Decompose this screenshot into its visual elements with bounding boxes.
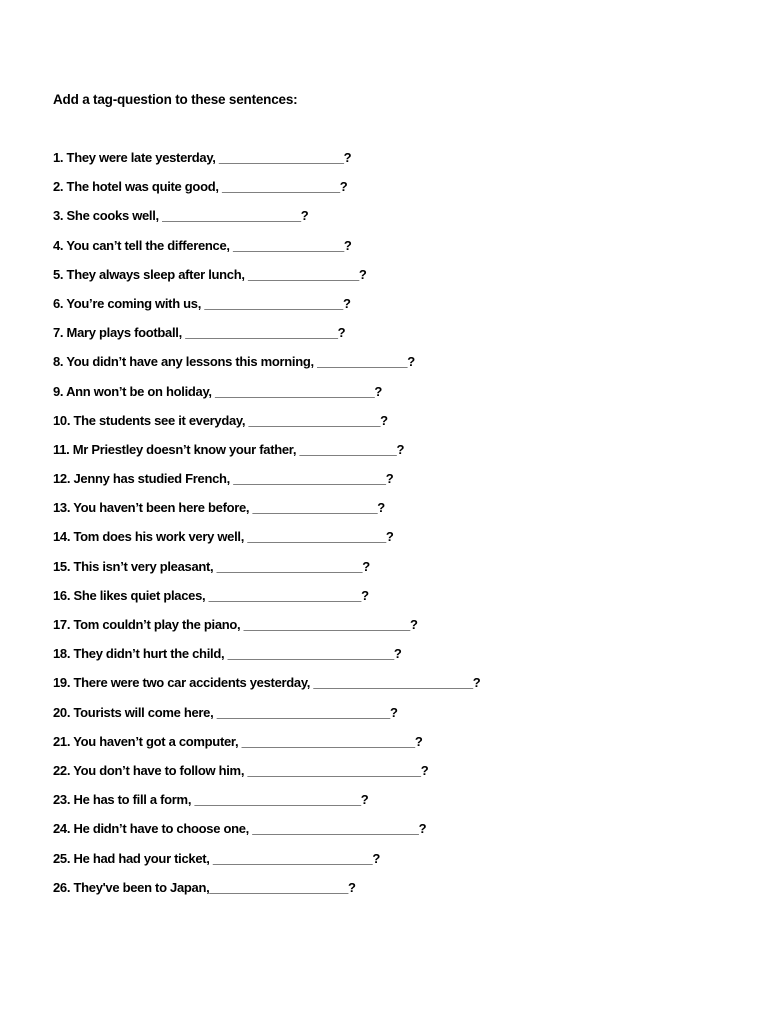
exercise-item: 25. He had had your ticket, _______________________?	[53, 850, 380, 866]
exercise-item: 1. They were late yesterday, __________________?	[53, 150, 352, 165]
exercise-item: 15. This isn’t very pleasant, _____________________?	[53, 558, 370, 574]
exercise-item: 19. There were two car accidents yesterday, _______________________?	[53, 675, 481, 691]
exercise-item: 22. You don’t have to follow him, _________________________?	[53, 762, 429, 778]
exercise-item: 6. You’re coming with us, ____________________?	[53, 295, 351, 311]
exercise-item: 8. You didn’t have any lessons this morning, _____________?	[53, 354, 415, 370]
exercise-item: 7. Mary plays football, ______________________?	[53, 325, 346, 341]
exercise-item: 24. He didn’t have to choose one, ________________________?	[53, 821, 427, 837]
exercise-item: 14. Tom does his work very well, ____________________?	[53, 529, 394, 545]
instruction-heading: Add a tag-question to these sentences:	[53, 92, 298, 107]
exercise-item: 12. Jenny has studied French, ______________________?	[53, 471, 394, 487]
exercise-item: 23. He has to fill a form, ________________________?	[53, 792, 369, 808]
exercise-item: 18. They didn’t hurt the child, ________________________?	[53, 646, 402, 662]
exercise-item: 10. The students see it everyday, ___________________?	[53, 412, 388, 428]
exercise-item: 11. Mr Priestley doesn’t know your father, ______________?	[53, 441, 405, 457]
exercise-item: 26. They've been to Japan,____________________?	[53, 879, 356, 895]
exercise-item: 5. They always sleep after lunch, ________________?	[53, 266, 367, 282]
exercise-item: 21. You haven’t got a computer, _________________________?	[53, 733, 423, 749]
exercise-item: 17. Tom couldn’t play the piano, ________________________?	[53, 617, 418, 632]
exercise-item: 13. You haven’t been here before, __________________?	[53, 500, 385, 516]
exercise-list	[53, 150, 480, 909]
exercise-item: 2. The hotel was quite good, _________________?	[53, 179, 348, 195]
exercise-item: 16. She likes quiet places, ______________________?	[53, 587, 369, 603]
exercise-item: 3. She cooks well, ____________________?	[53, 208, 309, 224]
exercise-item: 20. Tourists will come here, _________________________?	[53, 704, 398, 720]
exercise-item: 4. You can’t tell the difference, ________________?	[53, 237, 352, 253]
exercise-item: 9. Ann won’t be on holiday, _______________________?	[53, 383, 383, 399]
